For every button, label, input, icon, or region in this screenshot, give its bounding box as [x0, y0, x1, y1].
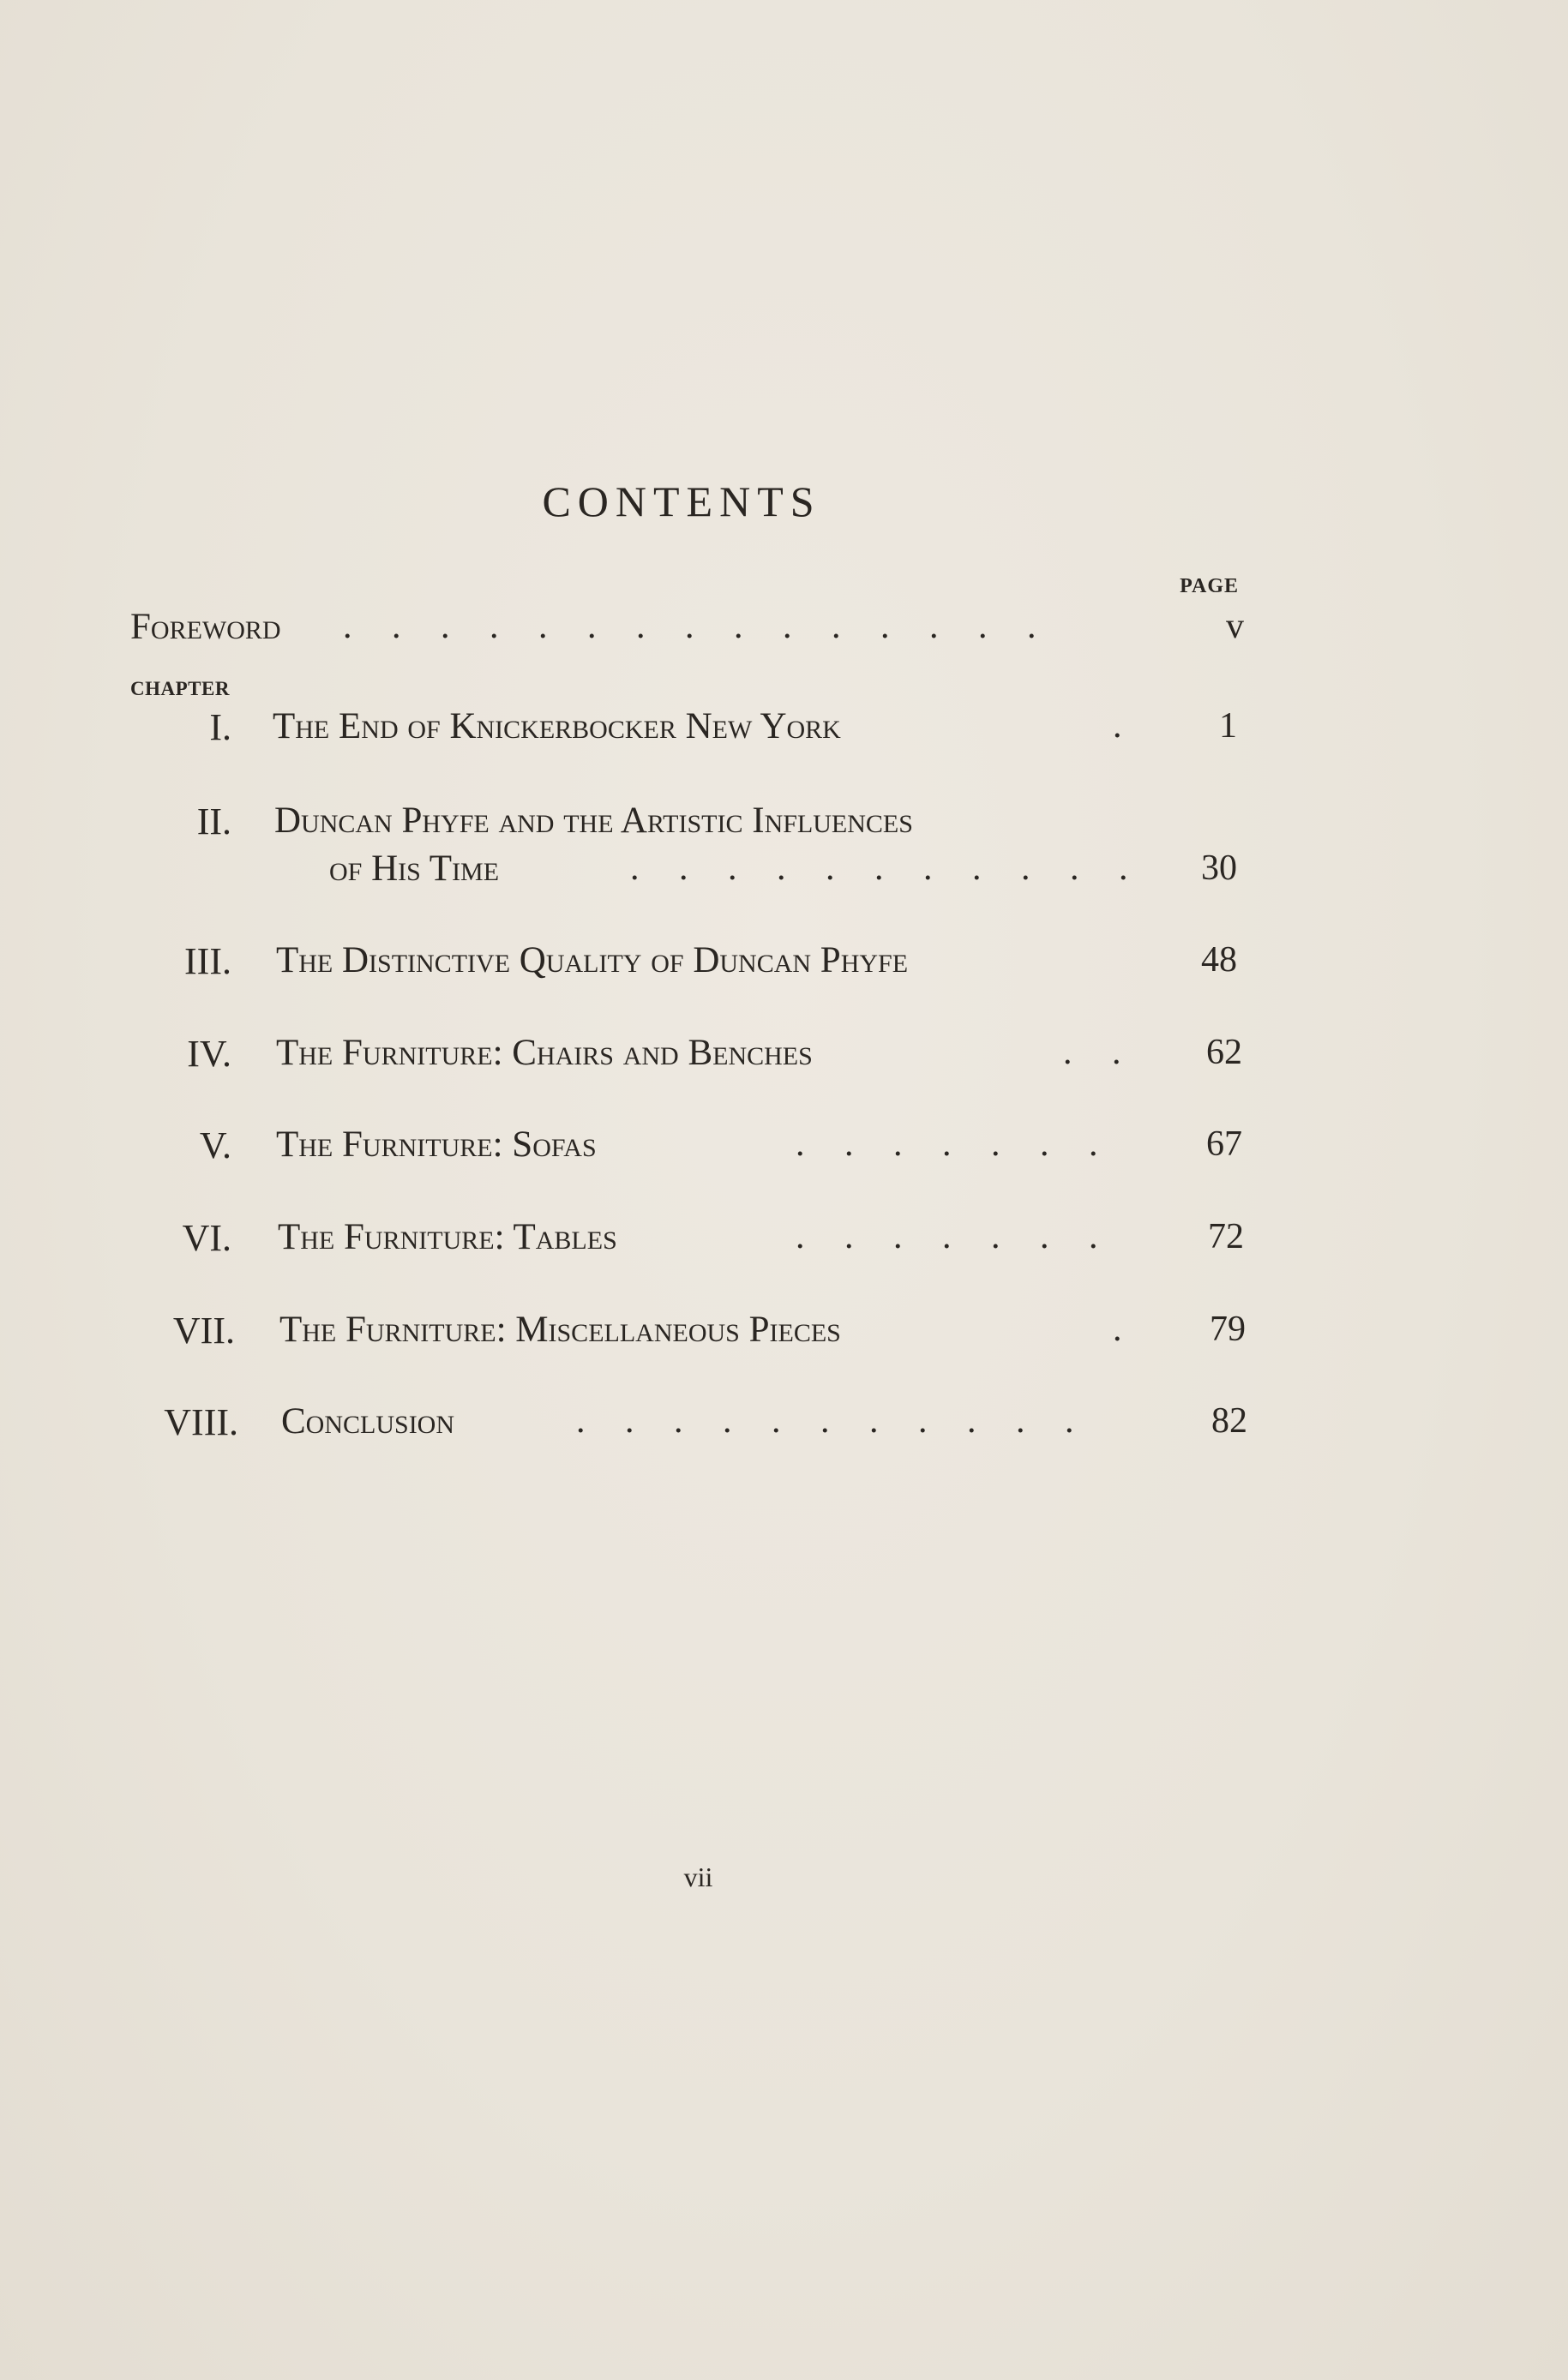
dot-leader: .: [1113, 1310, 1138, 1349]
entry-page: 82: [1211, 1401, 1247, 1441]
dot-leader: . .: [1063, 1033, 1137, 1072]
entry-page: v: [1226, 607, 1244, 646]
entry-page: 79: [1210, 1310, 1246, 1349]
chapter-numeral: II.: [196, 800, 231, 842]
entry-page: 72: [1208, 1217, 1244, 1256]
dot-leader: . . . . . . .: [796, 1124, 1114, 1164]
entry-title: The Furniture: Tables: [278, 1217, 617, 1257]
entry-title: Conclusion: [281, 1401, 455, 1442]
page-title: CONTENTS: [542, 477, 821, 525]
entry-page: 1: [1219, 706, 1237, 746]
chapter-numeral: I.: [209, 706, 231, 748]
page-column-label: PAGE: [1180, 575, 1239, 597]
chapter-numeral: VIII.: [164, 1401, 238, 1443]
chapter-column-label: CHAPTER: [130, 678, 230, 699]
page-number: vii: [683, 1861, 713, 1892]
entry-title: Foreword: [130, 607, 281, 647]
entry-title-line-1: Duncan Phyfe and the Artistic Influences: [274, 800, 913, 841]
entry-title: The End of Knickerbocker New York: [273, 706, 841, 746]
dot-leader: . . . . . . . . . . . . . . .: [343, 607, 1052, 646]
chapter-numeral: VII.: [172, 1310, 235, 1352]
entry-title: The Distinctive Quality of Duncan Phyfe: [276, 940, 909, 980]
chapter-numeral: VI.: [182, 1217, 231, 1259]
entry-title: The Furniture: Chairs and Benches: [276, 1033, 813, 1073]
dot-leader: .: [1113, 706, 1138, 746]
entry-title-line-2: of His Time: [329, 848, 500, 889]
chapter-numeral: V.: [199, 1124, 231, 1166]
entry-page: 30: [1201, 848, 1237, 888]
entry-title: The Furniture: Sofas: [276, 1124, 597, 1165]
dot-leader: . . . . . . .: [796, 1217, 1114, 1256]
chapter-numeral: III.: [184, 940, 231, 982]
dot-leader: . . . . . . . . . . .: [630, 848, 1144, 888]
entry-page: 48: [1201, 940, 1237, 980]
chapter-numeral: IV.: [187, 1033, 231, 1075]
entry-title: The Furniture: Miscellaneous Pieces: [279, 1310, 841, 1350]
dot-leader: . . . . . . . . . . .: [576, 1401, 1090, 1441]
entry-page: 62: [1206, 1033, 1242, 1072]
entry-page: 67: [1206, 1124, 1242, 1164]
